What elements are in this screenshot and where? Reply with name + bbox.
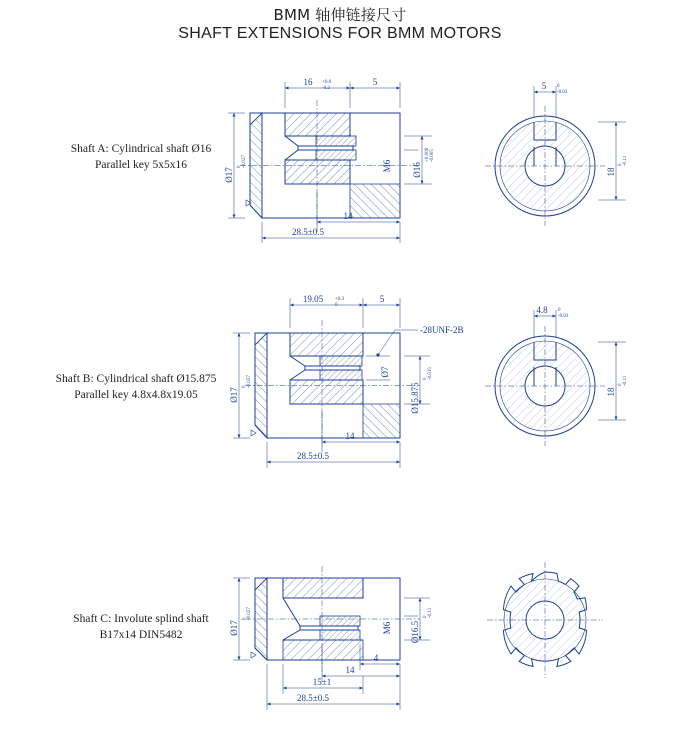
dim-a-key-height-tol-up: 0 <box>618 163 623 166</box>
page-title-english: SHAFT EXTENSIONS FOR BMM MOTORS <box>178 25 502 42</box>
dim-a-key-height-tol-dn: -0.11 <box>623 155 628 166</box>
dim-a-key-width: 5 <box>541 81 547 91</box>
dim-c-shaft-dia-tol-dn: -0.027 <box>247 607 252 620</box>
dim-a-key-offset: 5 <box>372 77 378 87</box>
dim-b-key-height-tol-dn: -0.11 <box>623 375 628 386</box>
dim-c-d3: 15±1 <box>312 677 332 687</box>
dim-a-key-len-tol-dn: -0.2 <box>322 86 330 91</box>
shaft-a-side-view <box>240 100 420 232</box>
dim-b-key-width: 4.8 <box>536 305 548 315</box>
dim-b-key-width-tol-dn: -0.03 <box>558 314 569 319</box>
dim-b-key-len: 19.05 <box>302 294 324 304</box>
dim-a-od-tol-up: +0.006 <box>425 147 430 162</box>
dim-a-key-height: 18 <box>606 167 616 177</box>
dim-b-key-height: 18 <box>606 387 616 397</box>
dim-c-thread: M6 <box>382 621 392 635</box>
dim-b-key-offset: 5 <box>379 294 385 304</box>
dim-b-total: 28.5±0.5 <box>297 451 329 461</box>
shaft-a-label-line1: Shaft A: Cylindrical shaft Ø16 <box>70 143 212 155</box>
dim-b-thread: -28UNF-2B <box>420 325 464 335</box>
dim-a-od: Ø16 <box>412 162 422 178</box>
dim-b-shaft-dia-tol-dn: -0.027 <box>247 375 252 388</box>
dim-b-shaft-dia: Ø17 <box>229 387 239 403</box>
dim-b-key-height-tol-up: 0 <box>618 383 623 386</box>
shaft-b-end-view <box>485 305 628 446</box>
dim-b-od-tol-up: 0 <box>423 377 428 380</box>
dim-b-depth: 14 <box>345 431 355 441</box>
dim-a-depth: 14 <box>343 211 353 221</box>
dim-a-od-tol-dn: -0.005 <box>430 149 435 162</box>
dim-c-shaft-dia-tol-up: 0 <box>242 617 247 620</box>
shaft-c-label-line2: B17x14 DIN5482 <box>99 629 183 641</box>
dim-c-od-tol-dn: -0.11 <box>428 607 433 618</box>
dim-c-d2: 14 <box>345 665 355 675</box>
dim-a-shaft-dia-tol-dn: -0.027 <box>242 155 247 168</box>
dim-a-thread: M6 <box>382 159 392 173</box>
dim-c-total: 28.5±0.5 <box>297 693 329 703</box>
shaft-c-end-view <box>487 562 603 678</box>
shaft-c-side-view <box>245 566 420 672</box>
shaft-a-label-line2: Parallel key 5x5x16 <box>95 159 187 171</box>
dim-b-od: Ø15.875 <box>410 382 420 414</box>
dim-c-od-tol-up: 0 <box>423 615 428 618</box>
dim-a-key-width-tol-up: 0 <box>557 84 560 89</box>
dim-a-key-len: 16 <box>303 77 313 87</box>
dim-b-shaft-dia-tol-up: 0 <box>242 385 247 388</box>
dim-b-key-len-tol-up: +0.3 <box>335 297 345 302</box>
shaft-b-label-line2: Parallel key 4.8x4.8x19.05 <box>74 389 198 401</box>
dim-a-key-width-tol-dn: -0.03 <box>557 90 568 95</box>
dim-b-bore: Ø7 <box>380 366 390 378</box>
page-title-chinese: BMM 轴伸链接尺寸 <box>273 6 407 24</box>
shaft-a-end-view <box>485 81 628 226</box>
dim-b-key-width-tol-up: 0 <box>558 308 561 313</box>
dim-b-key-len-tol-dn: 0 <box>335 303 338 308</box>
dim-b-od-tol-dn: -0.015 <box>428 367 433 380</box>
dim-a-key-len-tol-up: +0.6 <box>322 80 332 85</box>
shaft-b-label-line1: Shaft B: Cylindrical shaft Ø15.875 <box>55 373 217 385</box>
dim-a-shaft-dia: Ø17 <box>224 167 234 183</box>
dim-c-d1: 4 <box>373 653 379 663</box>
dim-a-shaft-dia-tol-up: 0 <box>237 165 242 168</box>
shaft-b-side-view <box>245 320 420 452</box>
dim-c-od: Ø16.5 <box>410 620 420 644</box>
shaft-c-label-line1: Shaft C: Involute splind shaft <box>73 613 209 625</box>
dim-c-shaft-dia: Ø17 <box>229 620 239 636</box>
dim-a-total: 28.5±0.5 <box>292 227 324 237</box>
